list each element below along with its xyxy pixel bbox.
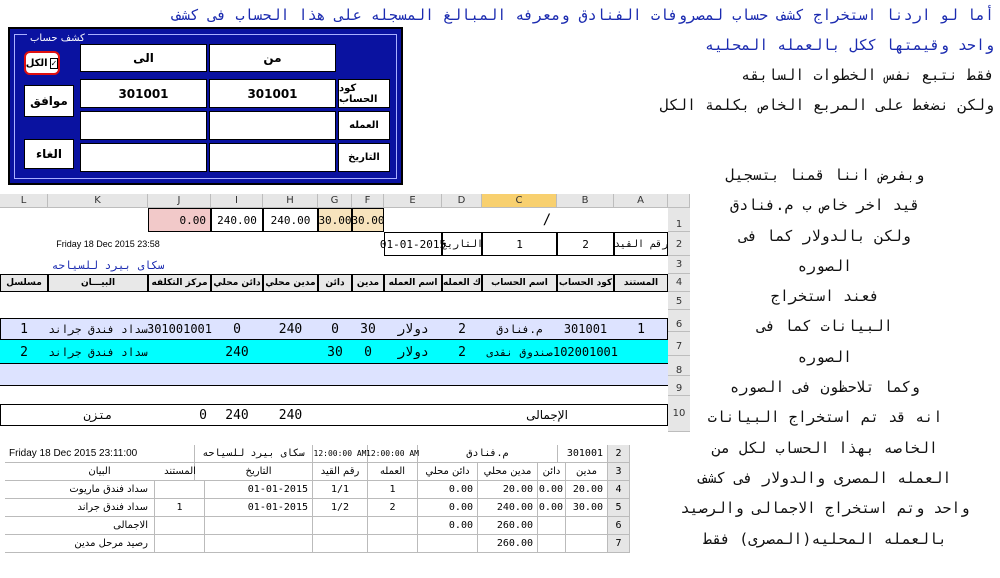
entry-d-value[interactable]: 1 [482, 232, 557, 256]
col-header[interactable]: G [318, 194, 352, 208]
row-header[interactable]: 2 [608, 445, 630, 463]
note-line: البيانات كما فى [757, 317, 893, 336]
header-credit: دائن [318, 274, 352, 292]
cell-credit[interactable]: 30 [327, 344, 343, 360]
cell-account-code[interactable]: 102001001 [552, 345, 619, 359]
cell-entry-number[interactable]: 1/2 [313, 499, 368, 517]
cell-local-credit[interactable]: 0 [233, 321, 241, 337]
statement-time-2: 12:00:00 AM [368, 445, 418, 463]
header-document: المستند [155, 463, 205, 481]
notes-side [660, 160, 990, 554]
cell-c1[interactable]: / [542, 212, 552, 228]
account-statement-dialog [8, 27, 403, 185]
row-header[interactable]: 7 [608, 535, 630, 553]
header-account-code: كود الحساب [557, 274, 614, 292]
cell-debit[interactable] [566, 517, 608, 535]
cell-date[interactable]: 01-01-2015 [205, 499, 313, 517]
note-line: بالعمله المحليه(المصرى) فقط [703, 529, 947, 548]
cell-currency[interactable] [368, 517, 418, 535]
cell-debit[interactable] [566, 535, 608, 553]
row-header[interactable]: 3 [608, 463, 630, 481]
cell-entry-number[interactable] [313, 535, 368, 553]
header-serial: مسلسل [0, 274, 48, 292]
total-label: الإجمالى [526, 408, 568, 422]
header-credit: دائن [538, 463, 566, 481]
date-to-field[interactable] [80, 143, 207, 172]
cell-description[interactable]: سداد فندق جراند [48, 322, 148, 336]
col-header[interactable]: H [263, 194, 318, 208]
entry-date[interactable]: 01-01-2015 [384, 232, 442, 256]
col-header[interactable]: E [384, 194, 442, 208]
header-date: التاريخ [205, 463, 313, 481]
table-row[interactable] [0, 364, 668, 386]
total-i: 240 [225, 407, 249, 423]
row-header[interactable]: 4 [608, 481, 630, 499]
cell-description[interactable]: سداد فندق جراند [48, 345, 148, 359]
ok-button[interactable]: موافق [24, 85, 74, 117]
cell-account-code[interactable]: 301001 [563, 322, 608, 336]
spreadsheet [0, 194, 690, 432]
print-datetime: Friday 18 Dec 2015 23:58 [56, 239, 160, 249]
cell-currency[interactable]: 1 [368, 481, 418, 499]
cell-local-credit[interactable]: 0.00 [418, 517, 478, 535]
cell-debit[interactable]: 20.00 [566, 481, 608, 499]
header-currency-code: ك العمله [442, 274, 482, 292]
cell-serial[interactable]: 2 [20, 344, 28, 360]
date-from-field[interactable] [209, 143, 336, 172]
note-line: وبفرض اننا قمنا بتسجيل [725, 166, 925, 184]
row-header[interactable]: 5 [608, 499, 630, 517]
account-to-field[interactable]: 301001 [80, 79, 207, 108]
cell-document[interactable]: 1 [155, 499, 205, 517]
cell-f1[interactable]: 30.00 [352, 208, 384, 232]
total-j: 0 [199, 407, 207, 423]
header-cost-center: مركز التكلفه [148, 274, 211, 292]
account-label: كود الحساب [338, 79, 390, 108]
col-header[interactable]: C [482, 194, 557, 208]
cell-date[interactable] [205, 517, 313, 535]
col-header[interactable]: K [48, 194, 148, 208]
check-icon: ✓ [50, 58, 58, 68]
row-header[interactable]: 7 [668, 332, 690, 356]
row-header[interactable]: 1 [668, 208, 690, 232]
cancel-button[interactable]: الغاء [24, 139, 74, 169]
cell-currency-name[interactable]: دولار [397, 321, 429, 337]
cell-credit[interactable]: 0.00 [538, 481, 566, 499]
cell-local-credit[interactable] [418, 535, 478, 553]
row-header[interactable]: 2 [668, 232, 690, 256]
header-local-credit: دائن محلي [418, 463, 478, 481]
cell-document[interactable] [155, 517, 205, 535]
date-label: التاريخ [338, 143, 390, 172]
header-description: البيان [5, 463, 195, 481]
account-from-field[interactable]: 301001 [209, 79, 336, 108]
cell-currency[interactable]: 2 [368, 499, 418, 517]
statement-account-name: م.فنادق [418, 445, 558, 463]
cell-credit[interactable]: 0.00 [538, 499, 566, 517]
cell-account-name[interactable]: صندوق نقدى [486, 345, 553, 359]
note-line: الخاصه بهذا الحساب لكل من [712, 438, 938, 457]
col-header[interactable]: I [211, 194, 263, 208]
currency-from-field[interactable] [209, 111, 336, 140]
row-header[interactable]: 9 [668, 376, 690, 396]
col-header[interactable]: J [148, 194, 211, 208]
cell-local-debit[interactable]: 20.00 [478, 481, 538, 499]
note-line: وكما تلاحظون فى الصوره [730, 378, 920, 397]
statement-account-code: 301001 [558, 445, 608, 463]
cell-description[interactable]: رصيد مرحل مدين [5, 535, 155, 553]
to-header: الى [80, 44, 207, 72]
header-currency-name: اسم العمله [384, 274, 442, 292]
statement-time-1: 12:00:00 AM [313, 445, 368, 463]
note-line: ولكن نضغط على المربع الخاص بكلمة الكل [659, 96, 994, 114]
note-line: قيد اخر خاص ب م.فنادق [730, 196, 920, 215]
header-local-debit: مدين محلي [478, 463, 538, 481]
cell-document[interactable] [155, 481, 205, 499]
cell-currency-name[interactable]: دولار [397, 344, 429, 360]
statement-datetime: Friday 18 Dec 2015 23:11:00 [5, 445, 195, 463]
col-header[interactable]: D [442, 194, 482, 208]
col-header[interactable]: B [557, 194, 614, 208]
cell-currency[interactable] [368, 535, 418, 553]
note-line: العمله المصرى والدولار فى كشف [698, 468, 952, 487]
cell-date[interactable] [205, 535, 313, 553]
col-header[interactable]: A [614, 194, 668, 208]
all-label: الكل [25, 57, 48, 69]
cell-credit[interactable] [538, 535, 566, 553]
row-header[interactable]: 4 [668, 274, 690, 292]
row-header[interactable]: 3 [668, 256, 690, 274]
cell-description[interactable]: سداد فندق ماريوت [5, 481, 155, 499]
note-line: الصوره [797, 347, 853, 366]
cell-serial[interactable]: 1 [20, 321, 28, 337]
from-header: من [209, 44, 336, 72]
cell-credit[interactable]: 0 [331, 321, 339, 337]
all-checkbox[interactable] [24, 51, 60, 75]
cell-local-credit[interactable]: 0.00 [418, 499, 478, 517]
cell-h1[interactable]: 240.00 [263, 208, 318, 232]
note-line: فعند استخراج [770, 287, 880, 306]
cell-credit[interactable] [538, 517, 566, 535]
total-h: 240 [278, 407, 303, 423]
row-header[interactable]: 5 [668, 292, 690, 310]
entry-date-label: التاريخ [442, 232, 482, 256]
cell-description[interactable]: سداد فندق جراند [5, 499, 155, 517]
row-header[interactable]: 6 [608, 517, 630, 535]
cell-local-debit[interactable]: 260.00 [478, 517, 538, 535]
header-currency: العمله [368, 463, 418, 481]
cell-local-debit[interactable]: 240.00 [478, 499, 538, 517]
header-document: المستند [614, 274, 668, 292]
dialog-title: كشف حساب [27, 33, 88, 44]
note-line: ولكن بالدولار كما فى [739, 226, 911, 245]
header-local-debit: مدين محلي [263, 274, 318, 292]
cell-entry-number[interactable]: 1/1 [313, 481, 368, 499]
company-name: سكاى بيرد للسياحه [51, 258, 165, 272]
cell-account-name[interactable]: م.فنادق [496, 322, 543, 336]
cell-cost-center[interactable]: 301001001 [146, 322, 213, 336]
cell-local-credit[interactable]: 240 [225, 344, 249, 360]
col-header[interactable]: L [0, 194, 48, 208]
cell-entry-number[interactable] [313, 517, 368, 535]
select-all-corner[interactable] [668, 194, 690, 208]
note-line: واحد وتم استخراج الاجمالى والرصيد [680, 499, 970, 518]
cell-debit[interactable]: 30 [360, 321, 376, 337]
cell-i1[interactable]: 240.00 [211, 208, 263, 232]
header-local-credit: دائن محلي [211, 274, 263, 292]
row-header[interactable]: 6 [668, 310, 690, 332]
note-line: الصوره [797, 256, 853, 275]
note-line: أما لو اردنا استخراج كشف حساب لمصروفات الفنادق ومعرفه المبالغ المسجله على هذا الحساب فى كشف [172, 6, 994, 24]
cell-debit[interactable]: 0 [364, 344, 372, 360]
header-account-name: اسم الحساب [482, 274, 557, 292]
cell-local-debit[interactable]: 240 [278, 321, 303, 337]
header-entry-number: رقم القيد [313, 463, 368, 481]
cell-local-debit[interactable]: 260.00 [478, 535, 538, 553]
cell-local-credit[interactable]: 0.00 [418, 481, 478, 499]
cell-currency-code[interactable]: 2 [458, 321, 466, 337]
cell-g1[interactable]: 30.00 [318, 208, 352, 232]
entry-number[interactable]: 2 [557, 232, 614, 256]
row-header[interactable]: 10 [668, 396, 690, 432]
currency-to-field[interactable] [80, 111, 207, 140]
header-debit: مدين [352, 274, 384, 292]
cell-debit[interactable]: 30.00 [566, 499, 608, 517]
cell-document[interactable] [155, 535, 205, 553]
statement-company: سكاى بيرد للسياحه [195, 445, 313, 463]
entry-number-label: رقم القيد [614, 232, 668, 256]
cell-description[interactable]: الاجمالى [5, 517, 155, 535]
statement-table [5, 445, 630, 570]
header-description: البيـــان [48, 274, 148, 292]
header-debit: مدين [566, 463, 608, 481]
currency-label: العمله [338, 111, 390, 140]
cell-document[interactable]: 1 [637, 321, 645, 337]
balanced-status: متزن [83, 408, 113, 422]
row-header[interactable]: 8 [668, 356, 690, 376]
cell-j1[interactable]: 0.00 [148, 208, 211, 232]
cell-currency-code[interactable]: 2 [458, 344, 466, 360]
note-line: فقط نتبع نفس الخطوات السابقه [741, 66, 994, 84]
note-line: واحد وقيمتها ككل بالعمله المحليه [705, 36, 994, 54]
col-header[interactable]: F [352, 194, 384, 208]
cell-date[interactable]: 01-01-2015 [205, 481, 313, 499]
note-line: انه قد تم استخراج البيانات [707, 408, 943, 427]
